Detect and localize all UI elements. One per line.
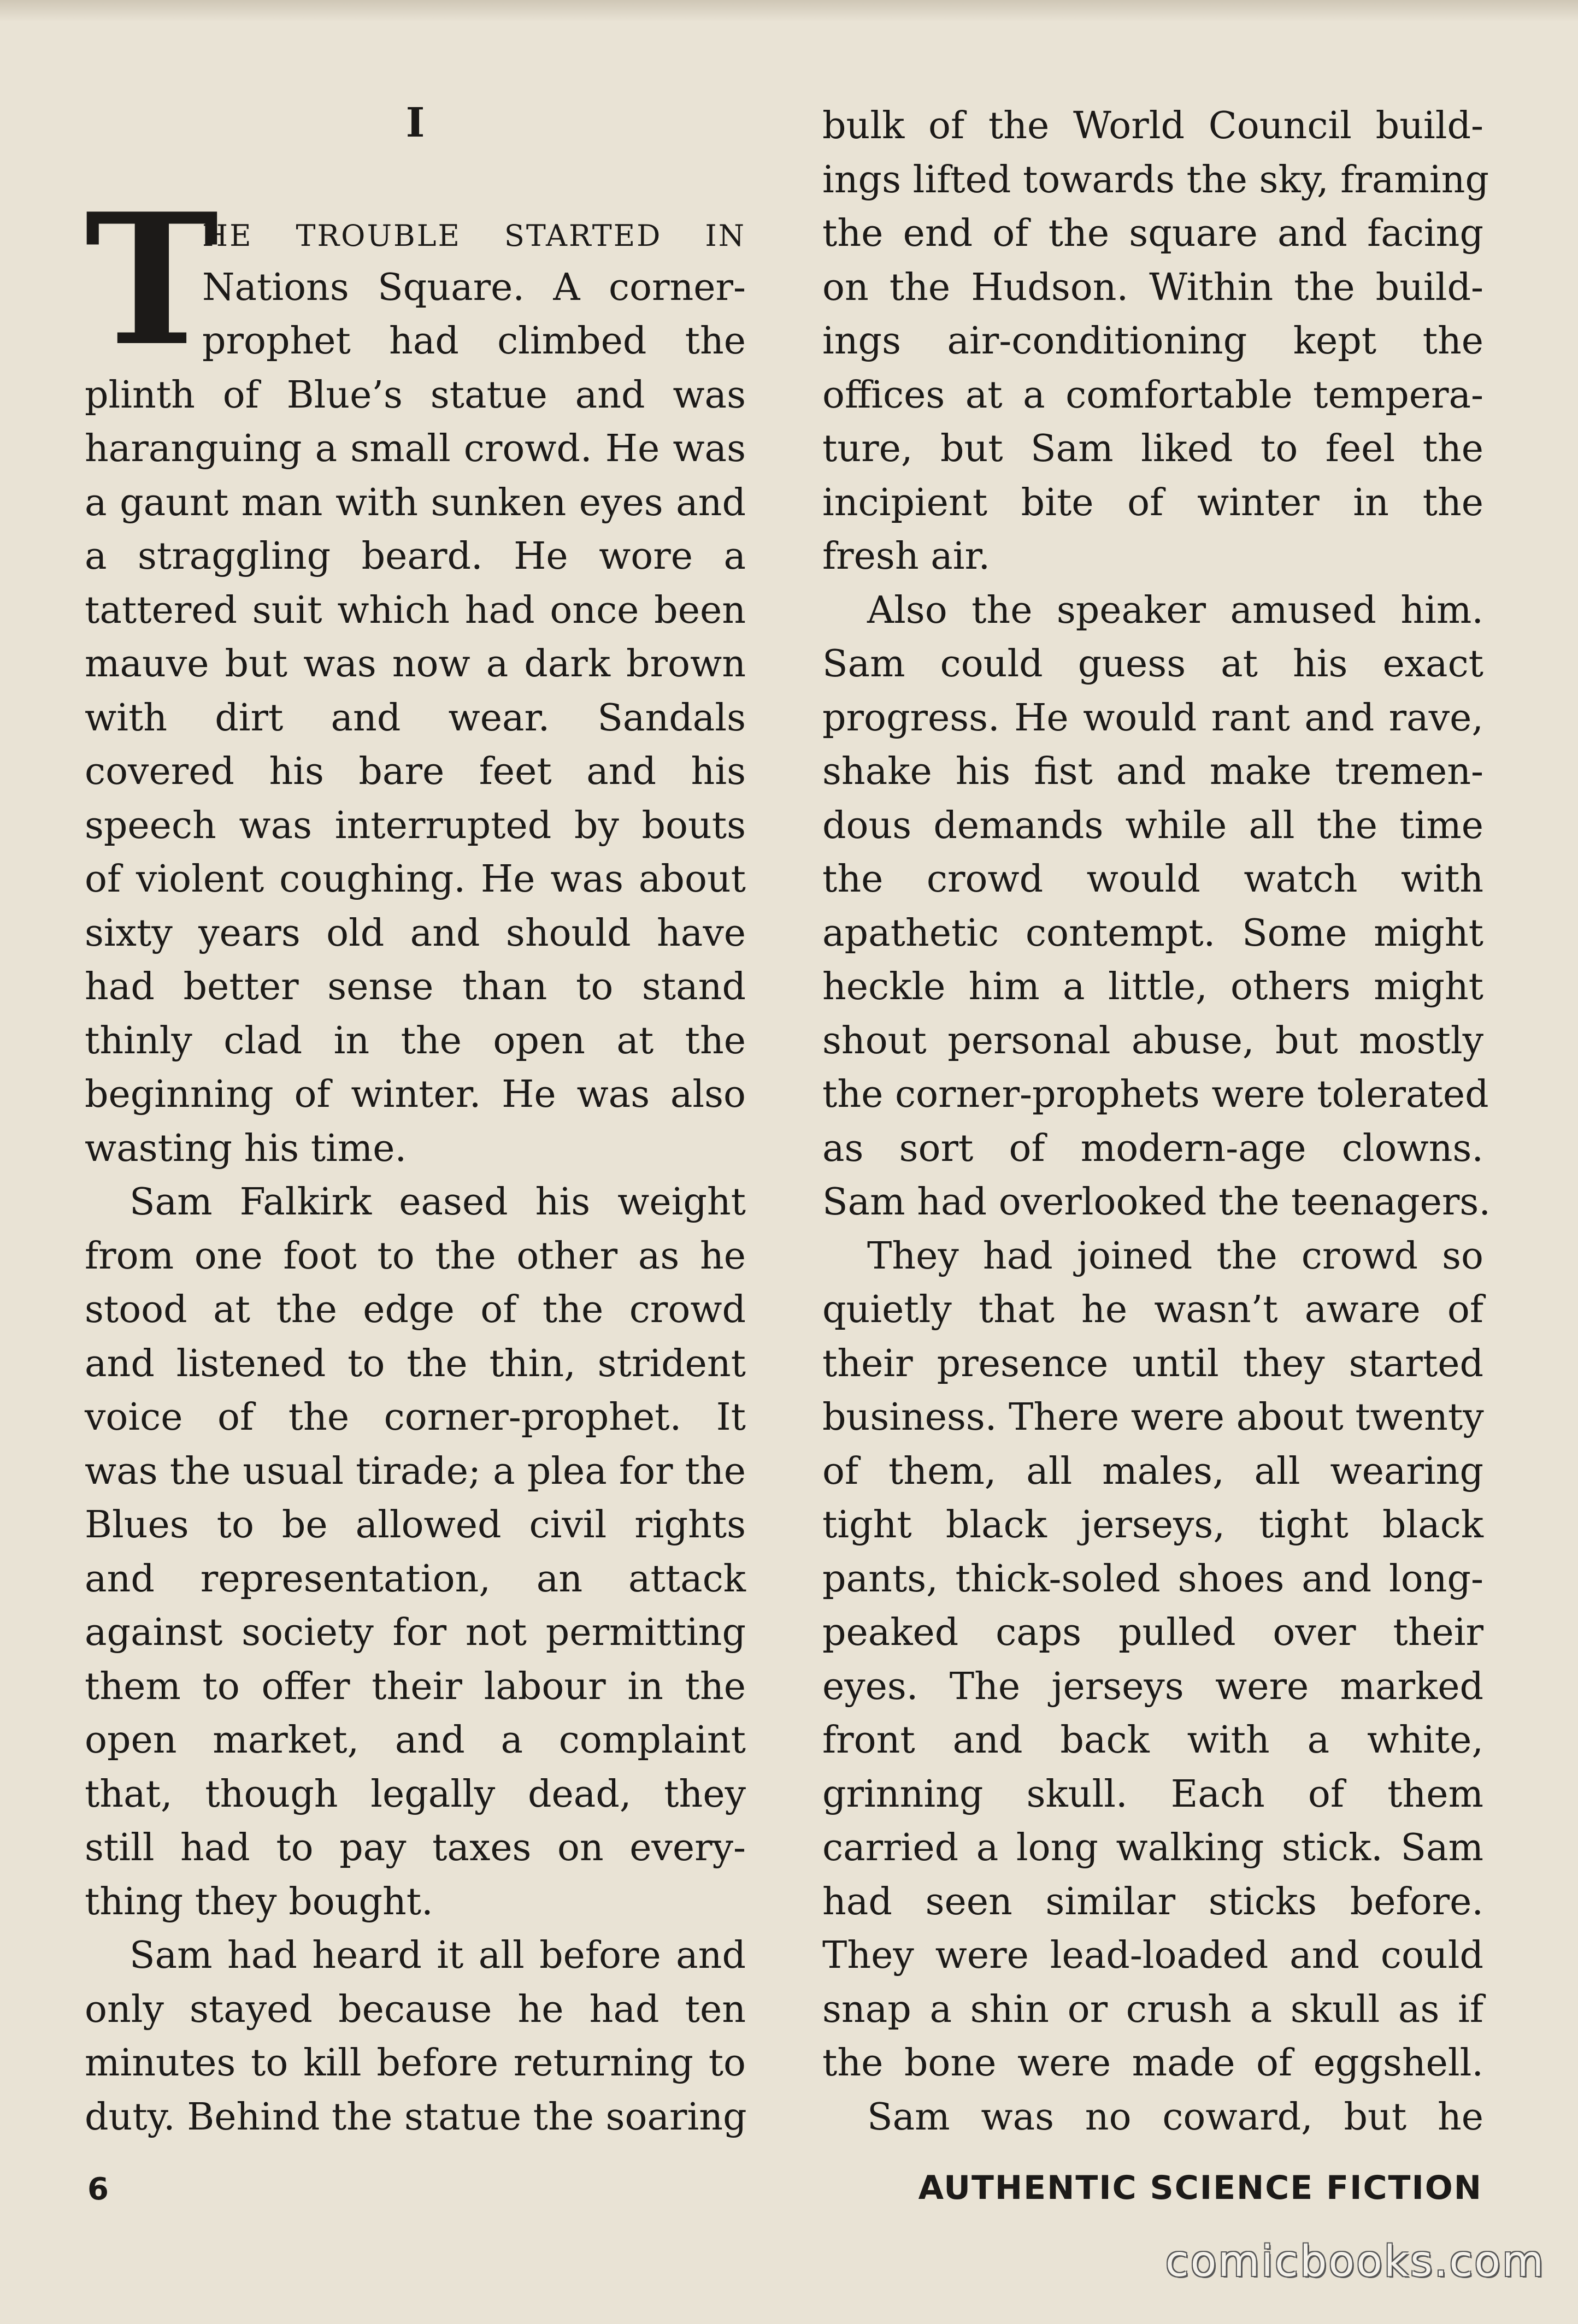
text-line: ings lifted towards the sky, framing <box>822 158 1489 202</box>
text-line: only stayed because he had ten <box>85 1987 746 2031</box>
text-line: the bone were made of eggshell. <box>822 2042 1483 2085</box>
text-line: was the usual tirade; a plea for the <box>85 1449 746 1493</box>
text-line: mauve but was now a dark brown <box>85 642 746 686</box>
text-line: quietly that he wasn’t aware of <box>822 1288 1483 1331</box>
text-line: of them, all males, all wearing <box>822 1449 1483 1493</box>
text-line: prophet had climbed the <box>202 320 746 363</box>
text-line <box>85 207 746 261</box>
text-line: They were lead-loaded and could <box>822 1934 1483 1977</box>
text-line: Sam was no coward, but he <box>867 2095 1483 2139</box>
text-line: beginning of winter. He was also <box>85 1073 746 1116</box>
text-line: thing they bought. <box>85 1880 433 1924</box>
text-line: against society for not permitting <box>85 1611 746 1654</box>
text-line: front and back with a white, <box>822 1719 1483 1762</box>
text-line: had seen similar sticks before. <box>822 1880 1483 1924</box>
text-line: shout personal abuse, but mostly <box>822 1019 1483 1063</box>
running-footer-title: AUTHENTIC SCIENCE FICTION <box>918 2169 1482 2207</box>
text-line: dous demands while all the time <box>822 804 1483 847</box>
text-line: eyes. The jerseys were marked <box>822 1665 1483 1708</box>
text-line: Sam had heard it all before and <box>129 1934 746 1977</box>
text-line: on the Hudson. Within the build- <box>822 266 1483 309</box>
text-line: carried a long walking stick. Sam <box>822 1826 1483 1869</box>
text-line: open market, and a complaint <box>85 1719 746 1762</box>
text-line: progress. He would rant and rave, <box>822 696 1483 740</box>
text-line: offices at a comfortable tempera- <box>822 373 1483 417</box>
text-line: peaked caps pulled over their <box>822 1611 1483 1654</box>
text-line: snap a shin or crush a skull as if <box>822 1987 1483 2031</box>
page-edge <box>0 0 1578 22</box>
text-line: ings air-conditioning kept the <box>822 320 1483 363</box>
text-line: heckle him a little, others might <box>822 965 1483 1008</box>
text-line: of violent coughing. He was about <box>85 858 746 901</box>
text-line: their presence until they started <box>822 1342 1483 1385</box>
text-line: Blues to be allowed civil rights <box>85 1503 746 1547</box>
text-line: tattered suit which had once been <box>85 588 746 632</box>
text-line: covered his bare feet and his <box>85 750 746 793</box>
left-text-block <box>85 174 747 2144</box>
right-text-block <box>822 99 1491 2144</box>
chapter-number: I <box>405 99 425 146</box>
lead-smallcaps: HE TROUBLE STARTED IN <box>202 219 746 253</box>
text-line: bulk of the World Council build- <box>822 104 1483 148</box>
text-line: duty. Behind the statue the soaring <box>85 2095 747 2139</box>
text-line: and listened to the thin, strident <box>85 1342 746 1385</box>
text-line: them to offer their labour in the <box>85 1665 746 1708</box>
text-line: wasting his time. <box>85 1126 407 1170</box>
text-line: a straggling beard. He wore a <box>85 535 746 578</box>
text-line: the corner-prophets were tolerated <box>822 1073 1489 1116</box>
text-line: shake his fist and make tremen- <box>822 750 1483 793</box>
text-line: apathetic contempt. Some might <box>822 911 1483 955</box>
text-line: Nations Square. A corner- <box>202 266 746 309</box>
text-line: business. There were about twenty <box>822 1396 1484 1439</box>
text-line: that, though legally dead, they <box>85 1772 746 1816</box>
text-line: the crowd would watch with <box>822 858 1483 901</box>
text-line: fresh air. <box>822 535 991 578</box>
page-number: 6 <box>87 2172 109 2207</box>
text-line: minutes to kill before returning to <box>85 2042 746 2085</box>
text-line: incipient bite of winter in the <box>822 481 1483 524</box>
text-line: the end of the square and facing <box>822 212 1483 255</box>
text-line: Sam could guess at his exact <box>822 642 1483 686</box>
text-line: haranguing a small crowd. He was <box>85 427 746 470</box>
text-line: tight black jerseys, tight black <box>822 1503 1483 1547</box>
text-line: stood at the edge of the crowd <box>85 1288 746 1331</box>
text-line: with dirt and wear. Sandals <box>85 696 746 740</box>
text-line: sixty years old and should have <box>85 911 746 955</box>
text-line: a gaunt man with sunken eyes and <box>85 481 746 524</box>
text-line: ture, but Sam liked to feel the <box>822 427 1483 470</box>
text-line: had better sense than to stand <box>85 965 746 1008</box>
text-line: from one foot to the other as he <box>85 1234 746 1278</box>
text-line: voice of the corner-prophet. It <box>85 1396 746 1439</box>
text-line: Sam Falkirk eased his weight <box>129 1181 746 1224</box>
text-line: as sort of modern-age clowns. <box>822 1126 1483 1170</box>
text-line: still had to pay taxes on every- <box>85 1826 746 1869</box>
text-line: plinth of Blue’s statue and was <box>85 373 746 417</box>
text-line: Sam had overlooked the teenagers. <box>822 1181 1491 1224</box>
text-line: thinly clad in the open at the <box>85 1019 746 1063</box>
text-line: They had joined the crowd so <box>867 1234 1483 1278</box>
text-line: speech was interrupted by bouts <box>85 804 746 847</box>
drop-cap: T <box>85 174 219 386</box>
text-line: and representation, an attack <box>85 1557 746 1601</box>
text-line: Also the speaker amused him. <box>867 588 1483 632</box>
watermark: comicbooks.com <box>1165 2237 1545 2286</box>
text-line: grinning skull. Each of them <box>822 1772 1483 1816</box>
text-line: pants, thick-soled shoes and long- <box>822 1557 1483 1601</box>
